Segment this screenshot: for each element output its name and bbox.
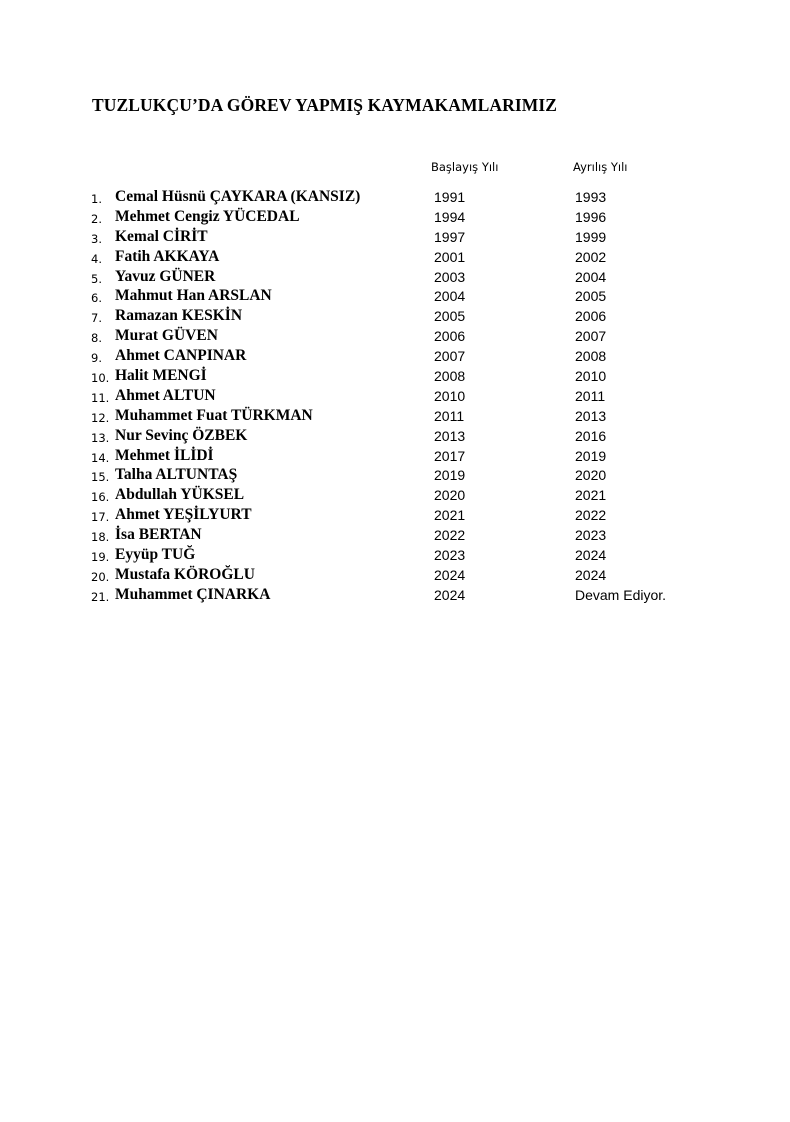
governor-name: Mustafa KÖROĞLU xyxy=(115,565,255,583)
governor-name: Eyyüp TUĞ xyxy=(115,546,196,564)
list-item xyxy=(0,525,790,545)
governor-name: Nur Sevinç ÖZBEK xyxy=(115,426,248,444)
start-year: 2017 xyxy=(434,447,466,464)
governor-name: Mahmut Han ARSLAN xyxy=(115,287,272,305)
page-title: TUZLUKÇU’DA GÖREV YAPMIŞ KAYMAKAMLARIMIZ xyxy=(92,95,558,115)
end-year: 2010 xyxy=(575,368,607,385)
end-year: 2006 xyxy=(575,308,607,325)
row-number: 2. xyxy=(91,211,102,226)
row-number: 3. xyxy=(91,231,102,246)
row-number: 11. xyxy=(91,390,110,405)
row-number: 15. xyxy=(91,470,110,485)
list-item xyxy=(0,306,790,326)
column-header-end-year: Ayrılış Yılı xyxy=(573,160,628,174)
end-year: Devam Ediyor. xyxy=(575,586,667,603)
row-number: 13. xyxy=(91,430,110,445)
row-number: 20. xyxy=(91,569,110,584)
start-year: 2011 xyxy=(434,407,465,424)
start-year: 2013 xyxy=(434,427,466,444)
start-year: 2007 xyxy=(434,348,466,365)
list-item xyxy=(0,326,790,346)
row-number: 18. xyxy=(91,530,110,545)
start-year: 2005 xyxy=(434,308,466,325)
governor-list xyxy=(0,187,790,605)
list-item xyxy=(0,545,790,565)
row-number: 12. xyxy=(91,410,110,425)
row-number: 4. xyxy=(91,251,102,266)
start-year: 2020 xyxy=(434,487,466,504)
row-number: 5. xyxy=(91,271,102,286)
start-year: 2023 xyxy=(434,547,466,564)
list-item xyxy=(0,227,790,247)
list-item xyxy=(0,565,790,585)
start-year: 2001 xyxy=(434,248,466,265)
governor-name: Halit MENGİ xyxy=(115,367,207,385)
list-item xyxy=(0,366,790,386)
end-year: 2004 xyxy=(575,268,607,285)
list-item xyxy=(0,446,790,466)
governor-name: Ahmet ALTUN xyxy=(115,386,216,404)
end-year: 2021 xyxy=(575,487,607,504)
end-year: 1996 xyxy=(575,208,607,225)
governor-name: Muhammet ÇINARKA xyxy=(115,585,271,603)
end-year: 2024 xyxy=(575,566,607,583)
end-year: 2016 xyxy=(575,427,607,444)
list-item xyxy=(0,207,790,227)
end-year: 2022 xyxy=(575,507,607,524)
list-item xyxy=(0,187,790,207)
end-year: 2019 xyxy=(575,447,607,464)
start-year: 2024 xyxy=(434,586,466,603)
governor-name: Ahmet YEŞİLYURT xyxy=(115,506,252,524)
start-year: 2022 xyxy=(434,527,466,544)
end-year: 2007 xyxy=(575,328,607,345)
start-year: 2021 xyxy=(434,507,466,524)
row-number: 1. xyxy=(91,192,102,206)
list-item xyxy=(0,386,790,406)
row-number: 19. xyxy=(91,550,110,565)
row-number: 7. xyxy=(91,311,102,326)
row-number: 14. xyxy=(91,450,110,465)
list-item xyxy=(0,505,790,525)
start-year: 2024 xyxy=(434,566,466,583)
governor-name: İsa BERTAN xyxy=(115,526,202,544)
list-item xyxy=(0,426,790,446)
start-year: 2004 xyxy=(434,288,466,305)
start-year: 1994 xyxy=(434,208,466,225)
governor-name: Abdullah YÜKSEL xyxy=(115,486,245,504)
governor-name: Ahmet CANPINAR xyxy=(115,347,247,365)
end-year: 2023 xyxy=(575,527,607,544)
list-item xyxy=(0,286,790,306)
row-number: 21. xyxy=(91,589,110,604)
start-year: 2019 xyxy=(434,467,466,484)
end-year: 2011 xyxy=(575,387,606,404)
list-item xyxy=(0,485,790,505)
governor-name: Yavuz GÜNER xyxy=(115,267,216,285)
end-year: 2013 xyxy=(575,407,607,424)
row-number: 10. xyxy=(91,371,110,386)
governor-name: Murat GÜVEN xyxy=(115,327,218,345)
governor-name: Mehmet Cengiz YÜCEDAL xyxy=(115,207,300,225)
governor-name: Muhammet Fuat TÜRKMAN xyxy=(115,406,313,424)
end-year: 2024 xyxy=(575,547,607,564)
row-number: 8. xyxy=(91,331,102,346)
governor-name: Mehmet İLİDİ xyxy=(115,446,214,464)
end-year: 1999 xyxy=(575,228,607,245)
list-item xyxy=(0,247,790,267)
end-year: 2002 xyxy=(575,248,607,265)
list-item xyxy=(0,267,790,287)
row-number: 16. xyxy=(91,490,110,505)
start-year: 1991 xyxy=(434,189,466,205)
end-year: 1993 xyxy=(575,189,607,205)
start-year: 1997 xyxy=(434,228,466,245)
row-number: 6. xyxy=(91,291,102,306)
start-year: 2010 xyxy=(434,387,466,404)
row-number: 9. xyxy=(91,351,102,366)
governor-name: Talha ALTUNTAŞ xyxy=(115,466,238,484)
governor-name: Cemal Hüsnü ÇAYKARA (KANSIZ) xyxy=(115,188,361,205)
start-year: 2008 xyxy=(434,368,466,385)
list-item xyxy=(0,465,790,485)
end-year: 2008 xyxy=(575,348,607,365)
governor-name: Kemal CİRİT xyxy=(115,227,208,245)
row-number: 17. xyxy=(91,510,110,525)
list-item xyxy=(0,585,790,605)
end-year: 2020 xyxy=(575,467,607,484)
start-year: 2006 xyxy=(434,328,466,345)
governor-name: Fatih AKKAYA xyxy=(115,247,220,265)
governor-name: Ramazan KESKİN xyxy=(115,307,243,325)
column-header-start-year: Başlayış Yılı xyxy=(431,160,499,174)
end-year: 2005 xyxy=(575,288,607,305)
start-year: 2003 xyxy=(434,268,466,285)
list-item xyxy=(0,346,790,366)
list-item xyxy=(0,406,790,426)
